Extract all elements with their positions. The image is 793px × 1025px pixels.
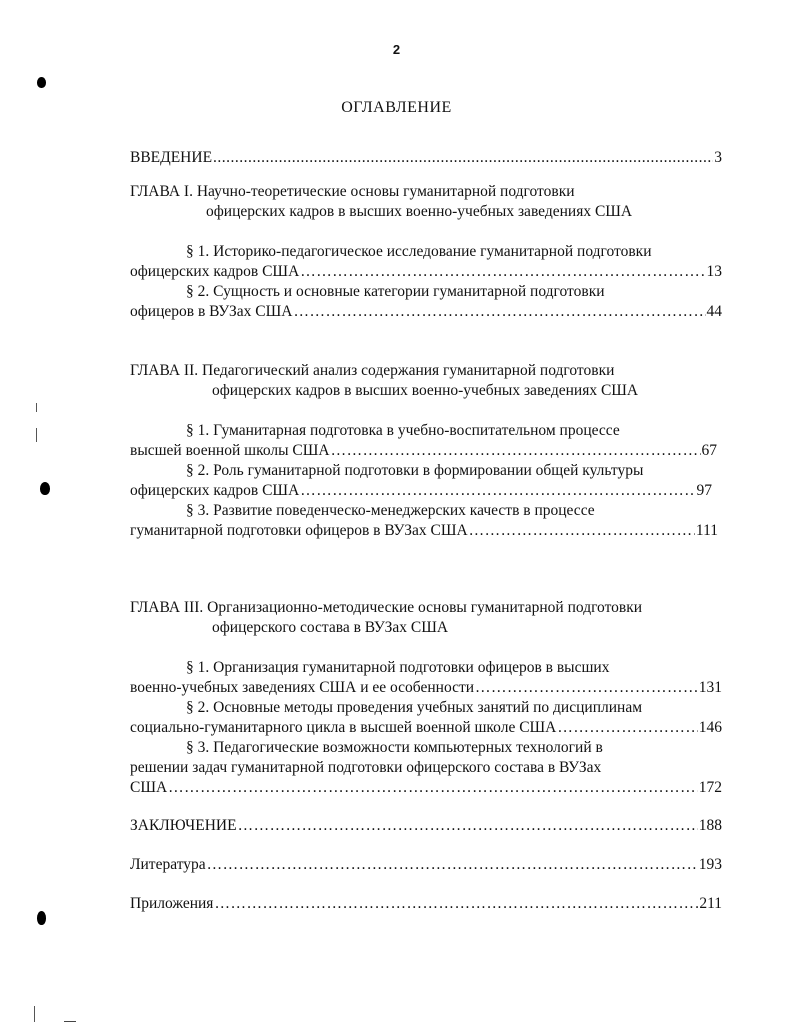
dot-leader <box>238 816 698 836</box>
scan-mark <box>36 428 37 442</box>
toc-entry-label: офицерских кадров США <box>130 482 300 499</box>
toc-entry-label: ВВЕДЕНИЕ <box>130 149 213 166</box>
chapter-1-section-1-line1: § 1. Историко-педагогическое исследование гуманитарной подготовки <box>186 243 652 260</box>
chapter-2-section-3-line1: § 3. Развитие поведенческо-менеджерских качеств в процессе <box>186 502 595 519</box>
page-number: 2 <box>392 42 401 57</box>
chapter-1-section-2-line1: § 2. Сущность и основные категории гуманитарной подготовки <box>186 283 605 300</box>
chapter-1-heading-line1: ГЛАВА I. Научно-теоретические основы гуманитарной подготовки <box>130 183 575 200</box>
chapter-3-section-1-line1: § 1. Организация гуманитарной подготовки офицеров в высших <box>186 659 610 676</box>
toc-entry-label: гуманитарной подготовки офицеров в ВУЗах США <box>130 522 468 539</box>
toc-entry-label: США <box>130 779 168 796</box>
toc-entry-page: 3 <box>714 149 722 166</box>
toc-entry-page: 44 <box>706 303 722 320</box>
chapter-2-heading-line2: офицерских кадров в высших военно-учебных заведениях США <box>212 382 639 399</box>
toc-entry-page: 67 <box>701 442 717 459</box>
toc-entry-ch2-s1[interactable] <box>130 441 717 461</box>
toc-entry-conclusion[interactable] <box>130 816 722 836</box>
chapter-3-heading-line1: ГЛАВА III. Организационно-методические основы гуманитарной подготовки <box>130 599 643 616</box>
toc-entry-label: ЗАКЛЮЧЕНИЕ <box>130 817 237 834</box>
toc-entry-page: 211 <box>699 895 722 912</box>
toc-entry-page: 193 <box>698 856 722 873</box>
chapter-2-section-1-line1: § 1. Гуманитарная подготовка в учебно-воспитательном процессе <box>186 422 620 439</box>
toc-entry-label: военно-учебных заведениях США и ее особенности <box>130 679 475 696</box>
toc-entry-label: офицерских кадров США <box>130 263 300 280</box>
dot-leader <box>557 718 697 738</box>
chapter-2-heading-line1: ГЛАВА II. Педагогический анализ содержания гуманитарной подготовки <box>130 362 615 379</box>
dot-leader <box>300 481 695 501</box>
scan-mark <box>34 1006 35 1022</box>
toc-entry-page: 172 <box>698 779 722 796</box>
dot-leader <box>213 148 713 168</box>
dot-leader <box>475 678 698 698</box>
scan-mark <box>64 1021 76 1022</box>
toc-entry-label: офицеров в ВУЗах США <box>130 303 293 320</box>
toc-entry-ch2-s2[interactable] <box>130 481 712 501</box>
toc-entry-page: 111 <box>695 522 718 539</box>
toc-entry-page: 97 <box>696 482 712 499</box>
toc-entry-ch2-s3[interactable] <box>130 521 718 541</box>
scan-mark <box>36 403 37 412</box>
binder-hole-mark <box>37 911 46 925</box>
dot-leader <box>300 262 705 282</box>
toc-entry-ch3-s2[interactable] <box>130 718 722 738</box>
toc-title: ОГЛАВЛЕНИЕ <box>341 99 452 116</box>
binder-hole-mark <box>40 482 50 495</box>
toc-entry-label: Литература <box>130 856 206 873</box>
toc-entry-ch3-s3[interactable] <box>130 778 722 798</box>
binder-hole-mark <box>37 77 46 88</box>
chapter-3-section-3-line2: решении задач гуманитарной подготовки офицерского состава в ВУЗах <box>130 759 602 776</box>
toc-entry-page: 13 <box>706 263 722 280</box>
toc-entry-label: высшей военной школы США <box>130 442 330 459</box>
toc-entry-page: 146 <box>698 719 722 736</box>
toc-entry-literature[interactable] <box>130 855 722 875</box>
chapter-3-section-2-line1: § 2. Основные методы проведения учебных занятий по дисциплинам <box>186 699 643 716</box>
dot-leader <box>207 855 698 875</box>
toc-entry-intro[interactable] <box>130 148 722 168</box>
dot-leader <box>168 778 698 798</box>
toc-entry-appendices[interactable] <box>130 894 722 914</box>
toc-entry-page: 188 <box>698 817 722 834</box>
chapter-2-section-2-line1: § 2. Роль гуманитарной подготовки в формировании общей культуры <box>186 462 644 479</box>
toc-entry-ch3-s1[interactable] <box>130 678 722 698</box>
dot-leader <box>331 441 701 461</box>
toc-entry-ch1-s1[interactable] <box>130 262 722 282</box>
dot-leader <box>293 302 705 322</box>
toc-entry-label: Приложения <box>130 895 214 912</box>
dot-leader <box>214 894 698 914</box>
chapter-3-heading-line2: офицерского состава в ВУЗах США <box>212 619 449 636</box>
dot-leader <box>469 521 695 541</box>
toc-entry-label: социально-гуманитарного цикла в высшей военной школе США <box>130 719 557 736</box>
chapter-1-heading-line2: офицерских кадров в высших военно-учебных заведениях США <box>206 203 633 220</box>
toc-entry-page: 131 <box>698 679 722 696</box>
toc-entry-ch1-s2[interactable] <box>130 302 722 322</box>
chapter-3-section-3-line1: § 3. Педагогические возможности компьютерных технологий в <box>186 739 603 756</box>
